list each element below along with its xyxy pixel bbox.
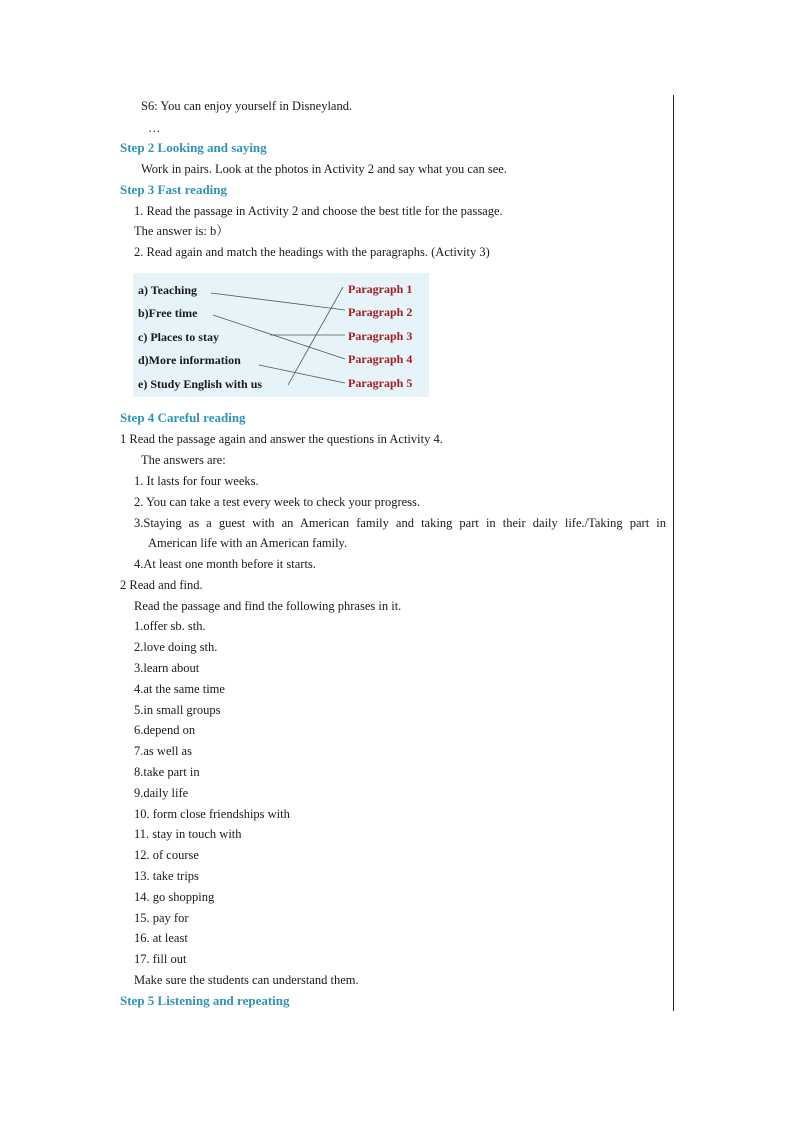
- match-line-a: [211, 293, 345, 310]
- phrase-3: 3.learn about: [134, 661, 200, 675]
- heading-d: d)More information: [138, 353, 241, 367]
- phrase-13: 13. take trips: [134, 869, 199, 883]
- phrase-2: 2.love doing sth.: [134, 640, 218, 654]
- step4-part2-title: 2 Read and find.: [120, 578, 203, 592]
- step4-part1-title: 1 Read the passage again and answer the questions in Activity 4.: [120, 432, 443, 446]
- phrase-16: 16. at least: [134, 931, 188, 945]
- phrase-8: 8.take part in: [134, 765, 200, 779]
- step2-text: Work in pairs. Look at the photos in Activity 2 and say what you can see.: [141, 162, 507, 176]
- answers-label: The answers are:: [141, 453, 226, 467]
- phrase-15: 15. pay for: [134, 911, 189, 925]
- step3-heading: Step 3 Fast reading: [120, 182, 228, 197]
- margin-rule: [673, 95, 674, 1011]
- matching-lines: [133, 273, 429, 397]
- heading-e: e) Study English with us: [138, 377, 263, 391]
- answer-3: 3.Staying as a guest with an American family and taking part in their daily life./Taking part in: [134, 516, 666, 530]
- phrase-14: 14. go shopping: [134, 890, 215, 904]
- phrase-12: 12. of course: [134, 848, 199, 862]
- phrase-1: 1.offer sb. sth.: [134, 619, 206, 633]
- s6-line: S6: You can enjoy yourself in Disneyland.: [141, 99, 353, 113]
- phrase-10: 10. form close friendships with: [134, 807, 290, 821]
- paragraph-4-label: Paragraph 4: [348, 352, 413, 366]
- paragraph-2-label: Paragraph 2: [348, 305, 413, 319]
- step4-part2-intro: Read the passage and find the following phrases in it.: [134, 599, 402, 613]
- paragraph-3-label: Paragraph 3: [348, 329, 413, 343]
- step3-question-2: 2. Read again and match the headings with the paragraphs. (Activity 3): [134, 245, 490, 259]
- phrase-17: 17. fill out: [134, 952, 187, 966]
- answer-2: 2. You can take a test every week to check your progress.: [134, 495, 421, 509]
- step3-answer: The answer is: b）: [134, 224, 229, 238]
- phrase-4: 4.at the same time: [134, 682, 225, 696]
- heading-c: c) Places to stay: [138, 330, 219, 344]
- match-line-d: [259, 365, 345, 383]
- phrase-11: 11. stay in touch with: [134, 827, 242, 841]
- phrase-5: 5.in small groups: [134, 703, 221, 717]
- heading-b: b)Free time: [138, 306, 198, 320]
- paragraph-5-label: Paragraph 5: [348, 376, 413, 390]
- phrase-9: 9.daily life: [134, 786, 189, 800]
- match-line-e: [288, 287, 343, 385]
- closing-note: Make sure the students can understand them.: [134, 973, 359, 987]
- heading-a: a) Teaching: [138, 283, 198, 297]
- matching-exercise: [133, 273, 429, 397]
- paragraph-1-label: Paragraph 1: [348, 282, 413, 296]
- ellipsis: …: [148, 121, 161, 135]
- answer-1: 1. It lasts for four weeks.: [134, 474, 259, 488]
- step3-question-1: 1. Read the passage in Activity 2 and choose the best title for the passage.: [134, 204, 503, 218]
- step2-heading: Step 2 Looking and saying: [120, 140, 267, 155]
- phrase-6: 6.depend on: [134, 723, 196, 737]
- match-line-b: [213, 315, 345, 359]
- answer-4: 4.At least one month before it starts.: [134, 557, 316, 571]
- phrase-7: 7.as well as: [134, 744, 192, 758]
- answer-3-continued: American life with an American family.: [148, 536, 348, 550]
- step4-heading: Step 4 Careful reading: [120, 410, 246, 425]
- step5-heading: Step 5 Listening and repeating: [120, 993, 290, 1008]
